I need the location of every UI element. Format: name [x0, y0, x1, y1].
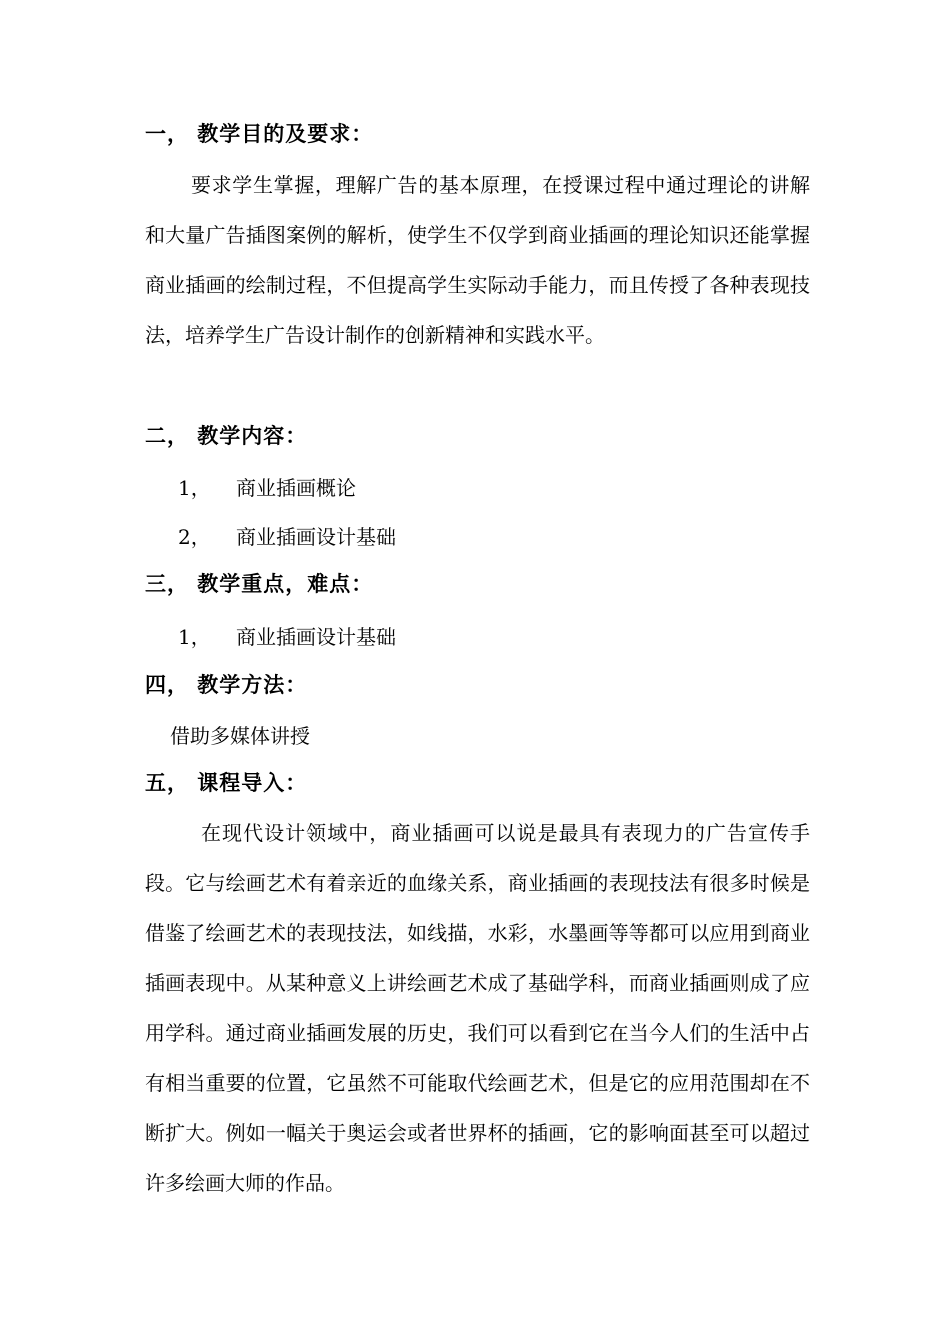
section-2-heading: 二， 教学内容： — [145, 424, 308, 448]
section-1-body: 要求学生掌握，理解广告的基本原理，在授课过程中通过理论的讲解和大量广告插图案例的解析，使学生不仅学到商业插画的理论知识还能掌握商业插画的绘制过程，不但提高学生实际动手能力，而且传授了各种表现技法，培养学生广告设计制作的创新精神和实践水平。 — [145, 173, 810, 347]
section-3-heading: 三， 教学重点，难点： — [145, 572, 374, 596]
list-item-number: 1， — [178, 625, 211, 649]
section-1-heading: 一， 教学目的及要求： — [145, 122, 374, 146]
section-4-body: 借助多媒体讲授 — [170, 724, 310, 748]
list-item-text: 商业插画设计基础 — [236, 525, 396, 549]
list-item-number: 1， — [178, 476, 211, 500]
list-item-number: 2， — [178, 525, 211, 549]
list-item-text: 商业插画概论 — [236, 476, 356, 500]
section-4-heading: 四， 教学方法： — [145, 673, 308, 697]
section-5-heading: 五， 课程导入： — [145, 771, 308, 795]
section-5-body: 在现代设计领域中，商业插画可以说是最具有表现力的广告宣传手段。它与绘画艺术有着亲近的血缘关系，商业插画的表现技法有很多时候是借鉴了绘画艺术的表现技法，如线描，水彩，水墨画等等都可以应用到商业插画表现中。从某种意义上讲绘画艺术成了基础学科，而商业插画则成了应用学科。通过商业插画发展的历史，我们可以看到它在当今人们的生活中占有相当重要的位置，它虽然不可能取代绘画艺术，但是它的应用范围却在不断扩大。例如一幅关于奥运会或者世界杯的插画，它的影响面甚至可以超过许多绘画大师的作品。 — [145, 821, 810, 1195]
list-item-text: 商业插画设计基础 — [236, 625, 396, 649]
